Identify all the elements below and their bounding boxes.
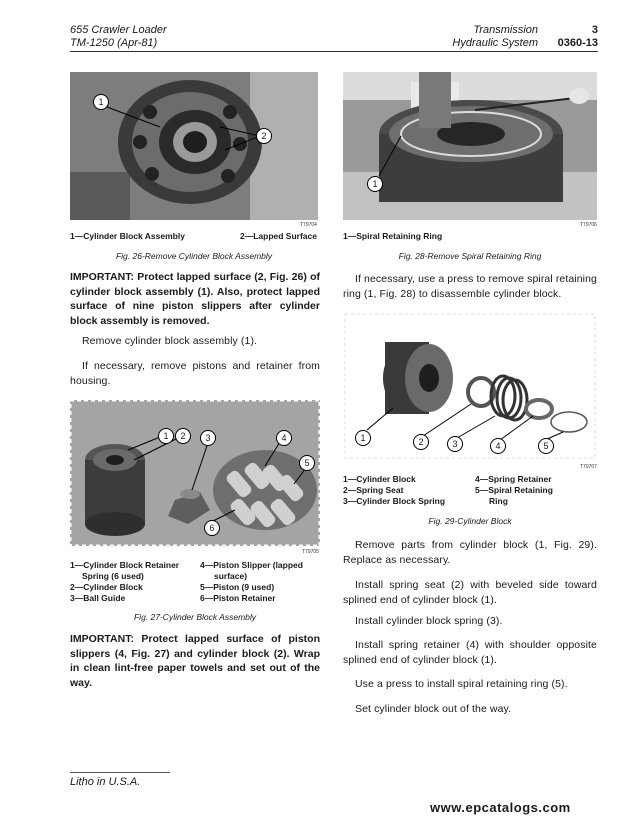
fig28-illustration (343, 72, 597, 220)
manual-title: 655 Crawler Loader (70, 24, 167, 36)
fig27-legend-item: 4—Piston Slipper (lapped (200, 560, 303, 570)
fig29-callout-4: 4 (490, 438, 506, 454)
right-paragraph-2: Remove parts from cylinder block (1, Fig. 29). Replace as necessary. (343, 539, 597, 566)
fig29-illustration (343, 312, 597, 460)
fig29-legend-item: 3—Cylinder Block Spring (343, 496, 446, 506)
right-paragraph-6: Use a press to install spiral retaining ring (5). (355, 678, 568, 690)
fig29-legend-item: Ring (489, 496, 508, 506)
right-paragraph-5: Install spring retainer (4) with shoulder opposite splined end of cylinder block (1). (343, 639, 597, 666)
fig27-illustration (70, 400, 320, 546)
fig27-legend-item: Spring (6 used) (82, 571, 144, 581)
left-paragraph-2: If necessary, remove pistons and retainer from housing. (70, 360, 320, 387)
fig29-legend-item: 4—Spring Retainer (475, 474, 552, 484)
header-rule (70, 51, 598, 52)
fig29-legend-col1 (343, 474, 445, 507)
fig26-callout-2: 2 (256, 128, 272, 144)
section-code: 0360-13 (557, 37, 598, 49)
fig26-caption: Fig. 26-Remove Cylinder Block Assembly (115, 251, 273, 261)
fig29-callout-3: 3 (447, 436, 463, 452)
left-paragraph-1: Remove cylinder block assembly (1). (82, 335, 258, 347)
fig27-callout-3: 3 (200, 430, 216, 446)
fig26-callout-1: 1 (93, 94, 109, 110)
fig28-photo (343, 72, 597, 220)
fig27-legend-item: 6—Piston Retainer (200, 593, 276, 603)
important-note-2: IMPORTANT: Protect lapped surface of piston slippers (4, Fig. 27) and cylinder block (2). Wrap in clean lint-free paper towels and set out of the way. (70, 633, 320, 689)
fig29-legend-item: 1—Cylinder Block (343, 474, 416, 484)
fig29-caption: Fig. 29-Cylinder Block (428, 516, 512, 526)
fig27-photo (70, 400, 320, 546)
fig27-callout-1: 1 (158, 428, 174, 444)
fig28-caption: Fig. 28-Remove Spiral Retaining Ring (398, 251, 542, 261)
fig27-legend-col2 (200, 560, 303, 604)
manual-code-date: TM-1250 (Apr-81) (70, 37, 158, 49)
fig27-callout-6: 6 (204, 520, 220, 536)
fig26-legend-2: 2—Lapped Surface (240, 231, 317, 241)
fig27-legend-item: 2—Cylinder Block (70, 582, 143, 592)
fig29-photo (343, 312, 597, 460)
fig29-legend-item: 2—Spring Seat (343, 485, 404, 495)
fig27-legend-item: 3—Ball Guide (70, 593, 126, 603)
fig26-legend-1: 1—Cylinder Block Assembly (70, 231, 185, 241)
fig28-callout-1: 1 (367, 176, 383, 192)
fig27-callout-4: 4 (276, 430, 292, 446)
section-subtitle: Hydraulic System (452, 37, 538, 49)
fig28-photo-number: T79706 (580, 222, 597, 228)
fig29-callout-5: 5 (538, 438, 554, 454)
fig28-legend-1: 1—Spiral Retaining Ring (343, 231, 443, 241)
page-number: 3 (591, 24, 598, 36)
fig27-legend-item: 1—Cylinder Block Retainer (70, 560, 180, 570)
fig29-legend-item: 5—Spiral Retaining (475, 485, 553, 495)
right-paragraph-1: If necessary, use a press to remove spiral retaining ring (1, Fig. 28) to disassemble cylinder block. (343, 273, 597, 300)
fig27-callout-2: 2 (175, 428, 191, 444)
section-title: Transmission (473, 24, 538, 36)
fig29-legend-col2 (475, 474, 553, 507)
fig27-legend-item: surface) (214, 571, 248, 581)
fig27-legend-col1 (70, 560, 179, 604)
fig27-legend-item: 5—Piston (9 used) (200, 582, 275, 592)
litho-note: Litho in U.S.A. (70, 776, 141, 788)
footer-rule (70, 772, 170, 773)
fig29-photo-number: T79707 (580, 464, 597, 470)
fig26-photo (70, 72, 318, 220)
right-paragraph-4: Install cylinder block spring (3). (355, 615, 503, 627)
fig27-caption: Fig. 27-Cylinder Block Assembly (133, 612, 257, 622)
fig27-photo-number: T79705 (302, 549, 319, 555)
watermark-url[interactable]: www.epcatalogs.com (430, 800, 571, 815)
right-paragraph-7: Set cylinder block out of the way. (355, 703, 512, 715)
fig26-photo-number: T79704 (300, 222, 317, 228)
right-paragraph-3: Install spring seat (2) with beveled side toward splined end of cylinder block (1). (343, 579, 597, 606)
important-note-1: IMPORTANT: Protect lapped surface (2, Fig. 26) of cylinder block assembly (1). Also, protect lapped surface of nine piston slippers after cylinder block assembly is removed. (70, 271, 320, 327)
fig29-callout-1: 1 (355, 430, 371, 446)
fig26-illustration (70, 72, 318, 220)
fig29-callout-2: 2 (413, 434, 429, 450)
fig27-callout-5: 5 (299, 455, 315, 471)
